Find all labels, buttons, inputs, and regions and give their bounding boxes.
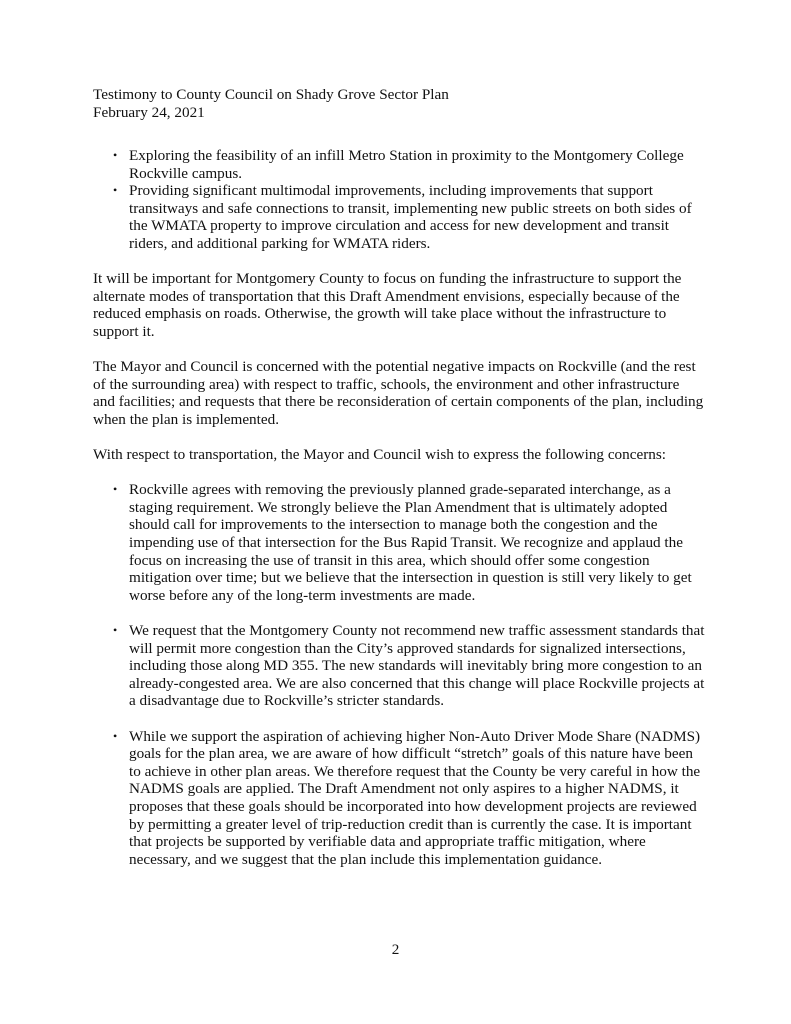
document-body bbox=[93, 147, 705, 868]
page-number: 2 bbox=[391, 941, 400, 958]
list-item bbox=[93, 728, 705, 869]
paragraph-transportation-intro: With respect to transportation, the Mayor and Council wish to express the following concerns: bbox=[93, 446, 667, 464]
bullet-icon: • bbox=[113, 728, 118, 743]
bullet-icon: • bbox=[113, 148, 118, 162]
bullet-icon: • bbox=[113, 623, 118, 638]
list-item-text: We request that the Montgomery County not recommend new traffic assessment standards that will permit more congestion than the City’s approved standards for signalized intersections, including those along MD 355. The new standards will inevitably bring more congestion to an already-congested area. We are also concerned that this change will place Rockville projects at a disadvantage due to Rockville’s stricter standards. bbox=[129, 622, 705, 710]
bullet-icon: • bbox=[113, 482, 118, 497]
list-item bbox=[93, 182, 705, 252]
running-header bbox=[93, 86, 713, 121]
paragraph-infrastructure-funding: It will be important for Montgomery County to focus on funding the infrastructure to support the alternate modes of transportation that this Draft Amendment envisions, especially because of the reduced emphasis on roads. Otherwise, the growth will take place without the infrastructure to support it. bbox=[93, 270, 682, 340]
list-item bbox=[93, 622, 705, 710]
header-title: Testimony to County Council on Shady Grove Sector Plan bbox=[93, 86, 449, 103]
list-item-text: Providing significant multimodal improvements, including improvements that support transitways and safe connections to transit, implementing new public streets on both sides of the WMATA property to improve circulation and access for new development and transit riders, and additional parking for WMATA riders. bbox=[129, 182, 692, 252]
concern-bullet-list bbox=[93, 481, 705, 868]
list-item bbox=[93, 481, 705, 604]
list-item-text: Exploring the feasibility of an infill Metro Station in proximity to the Montgomery College Rockville campus. bbox=[129, 147, 684, 182]
paragraph-impacts-concern: The Mayor and Council is concerned with the potential negative impacts on Rockville (and the rest of the surrounding area) with respect to traffic, schools, the environment and other infrastructure and facilities; and requests that there be reconsideration of certain components of the plan, including when the plan is implemented. bbox=[93, 358, 704, 428]
list-item-text: Rockville agrees with removing the previously planned grade-separated interchange, as a staging requirement. We strongly believe the Plan Amendment that is ultimately adopted should call for improvements to the intersection to manage both the congestion and the impending use of that intersection for the Bus Rapid Transit. We recognize and applaud the focus on increasing the use of transit in this area, which should offer some congestion mitigation over time; but we believe that the intersection in question is still very likely to get worse before any of the long-term investments are made. bbox=[129, 481, 692, 604]
list-item bbox=[93, 147, 705, 182]
bullet-icon: • bbox=[113, 183, 118, 198]
header-date: February 24, 2021 bbox=[93, 103, 205, 121]
list-item-text: While we support the aspiration of achieving higher Non-Auto Driver Mode Share (NADMS) goals for the plan area, we are aware of how difficult “stretch” goals of this nature have been to achieve in other plan areas. We therefore request that the County be very careful in how the NADMS goals are applied. The Draft Amendment not only aspires to a higher NADMS, it proposes that these goals should be incorporated into how development projects are reviewed by permitting a greater level of trip-reduction credit than is currently the case. It is important that projects be supported by verifiable data and appropriate traffic mitigation, where necessary, and we suggest that the plan include this implementation guidance. bbox=[129, 727, 701, 868]
intro-bullet-list bbox=[93, 147, 705, 253]
